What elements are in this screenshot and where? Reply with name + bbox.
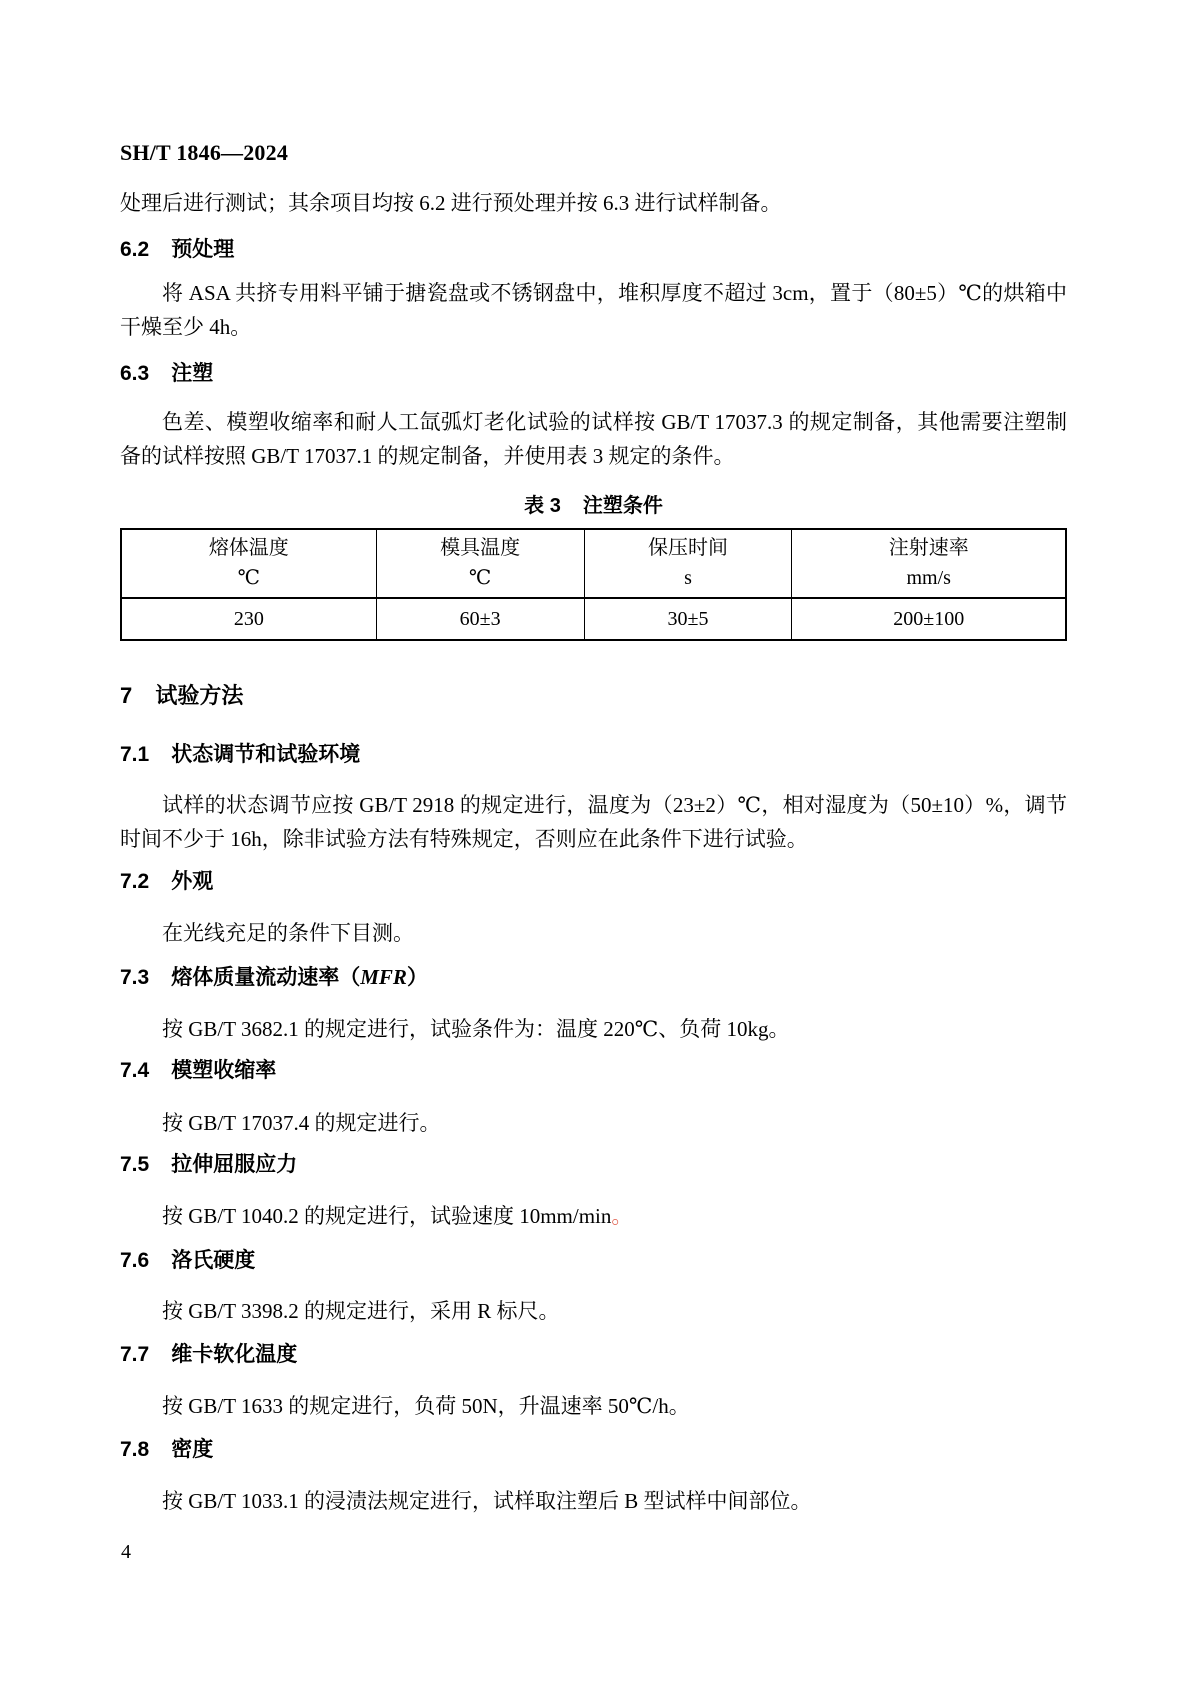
col-header-mold-temp: 模具温度 ℃ [376, 529, 584, 598]
section-title: 预处理 [171, 238, 235, 261]
col-header-injection-speed: 注射速率 mm/s [792, 529, 1066, 598]
value-hold-time: 30±5 [584, 598, 792, 640]
value-melt-temp: 230 [121, 598, 376, 640]
section-heading-6-3 [120, 360, 1067, 388]
section-title: 维卡软化温度 [171, 1343, 298, 1366]
chapter-number: 7 [120, 683, 133, 708]
chapter-title: 试验方法 [155, 683, 244, 708]
chapter-heading-7 [120, 681, 1067, 711]
table-value-row [121, 598, 1066, 640]
section-title: 熔体质量流动速率（MFR） [171, 965, 428, 989]
value-injection-speed: 200±100 [792, 598, 1066, 640]
section-heading-6-2 [120, 236, 1067, 264]
section-title: 注塑 [171, 362, 214, 385]
section-number: 7.8 [120, 1438, 150, 1461]
section-heading-7-2 [120, 868, 1067, 896]
section-title: 状态调节和试验环境 [171, 743, 361, 766]
col-unit: s [684, 567, 692, 589]
section-title: 外观 [171, 870, 214, 893]
section-number: 7.4 [120, 1059, 150, 1082]
section-number: 6.3 [120, 362, 150, 385]
col-header-hold-time: 保压时间 s [584, 529, 792, 598]
section-number: 7.6 [120, 1249, 150, 1272]
standard-code: SH/T 1846—2024 [120, 140, 289, 165]
col-unit: mm/s [906, 567, 951, 589]
section-paragraph-7-4: 按 GB/T 17037.4 的规定进行。 [162, 1111, 441, 1135]
section-paragraph-7-8: 按 GB/T 1033.1 的浸渍法规定进行，试样取注塑后 B 型试样中间部位。 [162, 1489, 812, 1513]
mfr-abbreviation: MFR [360, 965, 407, 989]
section-heading-7-5 [120, 1151, 1067, 1179]
section-number: 7.5 [120, 1153, 150, 1176]
table-label: 表 3 [524, 495, 561, 517]
section-title: 密度 [171, 1438, 214, 1461]
red-period-mark: 。 [611, 1204, 633, 1228]
section-title: 拉伸屈服应力 [171, 1153, 298, 1176]
col-unit: ℃ [237, 567, 260, 589]
section-number: 7.3 [120, 966, 150, 989]
section-heading-7-1 [120, 741, 1067, 769]
section-title: 洛氏硬度 [171, 1249, 256, 1272]
table-title: 注塑条件 [582, 495, 663, 517]
page-number: 4 [121, 1541, 131, 1563]
section-heading-7-4 [120, 1057, 1067, 1085]
intro-paragraph: 处理后进行测试；其余项目均按 6.2 进行预处理并按 6.3 进行试样制备。 [120, 191, 782, 215]
injection-conditions-table [120, 528, 1067, 641]
section-paragraph-7-7: 按 GB/T 1633 的规定进行，负荷 50N，升温速率 50℃/h。 [162, 1394, 690, 1418]
section-paragraph-7-1: 试样的状态调节应按 GB/T 2918 的规定进行，温度为（23±2）℃，相对湿度为（50±10）%，调节时间不少于 16h，除非试验方法有特殊规定，否则应在此条件下进行试验。 [120, 793, 1067, 851]
section-heading-7-3 [120, 963, 1067, 992]
section-paragraph-6-3: 色差、模塑收缩率和耐人工氙弧灯老化试验的试样按 GB/T 17037.3 的规定制备，其他需要注塑制备的试样按照 GB/T 17037.1 的规定制备，并使用表 3 规定的条件。 [120, 410, 1067, 468]
section-title: 模塑收缩率 [171, 1059, 277, 1082]
section-heading-7-8 [120, 1436, 1067, 1464]
table-caption [120, 492, 1067, 520]
table-header-row [121, 529, 1066, 598]
section-paragraph-7-2: 在光线充足的条件下目测。 [162, 921, 414, 945]
section-paragraph-7-6: 按 GB/T 3398.2 的规定进行，采用 R 标尺。 [162, 1299, 560, 1323]
section-paragraph-7-5: 按 GB/T 1040.2 的规定进行，试验速度 10mm/min。 [162, 1204, 633, 1228]
section-number: 7.1 [120, 743, 150, 766]
value-mold-temp: 60±3 [376, 598, 584, 640]
section-paragraph-7-3: 按 GB/T 3682.1 的规定进行，试验条件为：温度 220℃、负荷 10kg。 [162, 1017, 790, 1041]
col-header-melt-temp: 熔体温度 ℃ [121, 529, 376, 598]
col-unit: ℃ [468, 567, 492, 589]
section-number: 7.2 [120, 870, 150, 893]
section-number: 6.2 [120, 238, 150, 261]
section-heading-7-7 [120, 1341, 1067, 1369]
section-heading-7-6 [120, 1247, 1067, 1275]
section-number: 7.7 [120, 1343, 150, 1366]
section-paragraph-6-2: 将 ASA 共挤专用料平铺于搪瓷盘或不锈钢盘中，堆积厚度不超过 3cm，置于（80±5）℃的烘箱中干燥至少 4h。 [120, 281, 1067, 339]
